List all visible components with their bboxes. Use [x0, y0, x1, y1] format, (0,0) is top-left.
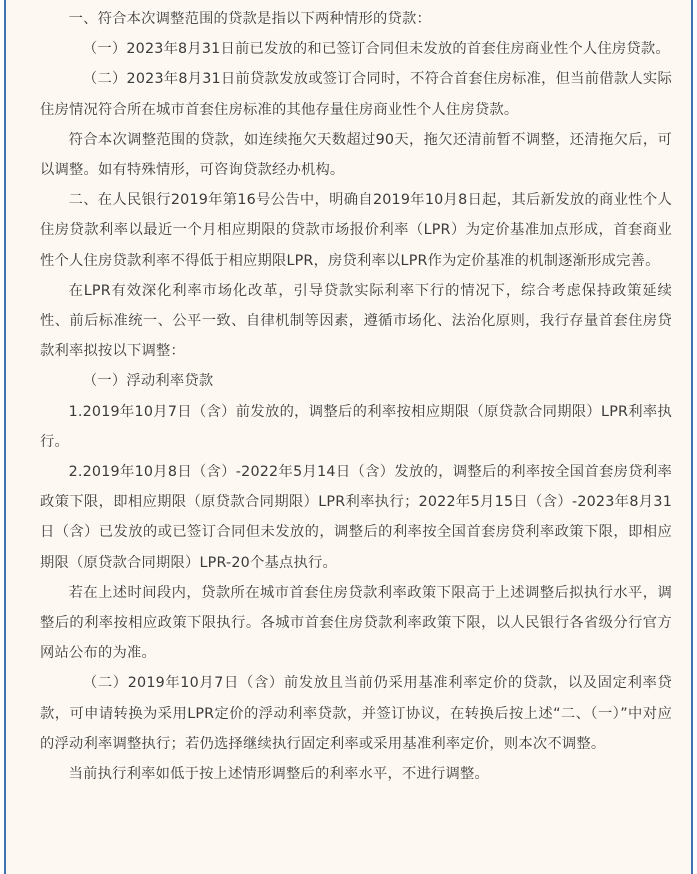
scope-item-1-paragraph: （一）2023年8月31日前已发放的和已签订合同但未发放的首套住房商业性个人住房贷款。 — [82, 41, 670, 58]
highlighted-text: 2.2019年10月8日（含）-2022年5月14日（含）发放的，调整后的利率按全国首套房贷利率政策下限，即相应期限（原贷款合同期限）LPR利率执行；2022年5月15日 — [40, 464, 672, 511]
scope-item-2-paragraph: （二）2023年8月31日前贷款发放或签订合同时，不符合首套住房标准，但当前借款人实际住房情况符合所在城市首套住房标准的其他存量住房商业性个人住房贷款。 — [40, 71, 672, 118]
arrears-paragraph: 符合本次调整范围的贷款，如连续拖欠天数超过90天，拖欠还清前暂不调整，还清拖欠后，可以调整。如有特殊情形，可咨询贷款经办机构。 — [40, 131, 672, 179]
floating-rate-item-2-rest: （含）-2023年8月31日（含）已发放的或已签订合同但未发放的，调整后的利率按全国首套房贷利率政策下限，即相应期限（原贷款合同期限）LPR-20个基点执行。 — [40, 494, 672, 571]
fixed-rate-conversion-paragraph: （二）2019年10月7日（含）前发放且当前仍采用基准利率定价的贷款，以及固定利率贷款，可申请转换为采用LPR定价的浮动利率贷款，并签订协议，在转换后按上述“二、（一）”中对应的浮动利率调整执行；若仍选择继续执行固定利率或采用基准利率定价，则本次不调整。 — [40, 675, 672, 752]
scope-intro-paragraph: 一、符合本次调整范围的贷款是指以下两种情形的贷款： — [68, 11, 432, 27]
article-frame — [4, 0, 693, 874]
floating-rate-heading: （一）浮动利率贷款 — [82, 373, 214, 390]
lpr-mechanism-paragraph: 二、在人民银行2019年第16号公告中，明确自2019年10月8日起，其后新发放的商业性个人住房贷款利率以最近一个月相应期限的贷款市场报价利率（LPR）为定价基准加点形成，首套商业性个人住房贷款利率不得低于相应期限LPR，房贷利率以LPR作为定价基准的机制逐渐形成完善。 — [40, 192, 672, 269]
article-body — [40, 4, 672, 789]
no-adjustment-paragraph: 当前执行利率如低于按上述情形调整后的利率水平，不进行调整。 — [68, 766, 489, 783]
floating-rate-item-1-paragraph: 1.2019年10月7日（含）前发放的，调整后的利率按相应期限（原贷款合同期限）LPR利率执行。 — [40, 403, 672, 450]
floating-rate-item-2-paragraph — [40, 457, 672, 578]
adjustment-principle-paragraph: 在LPR有效深化利率市场化改革，引导贷款实际利率下行的情况下，综合考虑保持政策延续性、前后标准统一、公平一致、自律机制等因素，遵循市场化、法治化原则，我行存量首套住房贷款利率拟按以下调整： — [40, 282, 672, 360]
city-floor-paragraph: 若在上述时间段内，贷款所在城市首套住房贷款利率政策下限高于上述调整后拟执行水平，调整后的利率按相应政策下限执行。各城市首套住房贷款利率政策下限，以人民银行各省级分行官方网站公布的为准。 — [40, 584, 672, 662]
